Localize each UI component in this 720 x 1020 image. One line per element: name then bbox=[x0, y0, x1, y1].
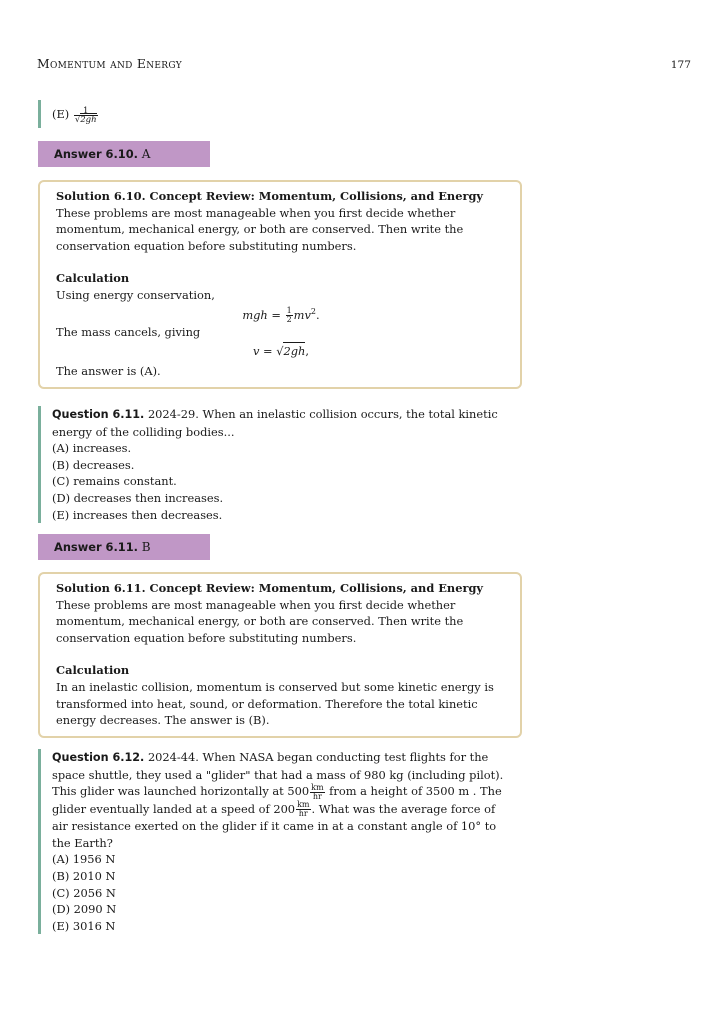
solution-6-11-box bbox=[38, 572, 522, 738]
equation-energy: mgh = $\frac{1}{2}$ $mv^2$. bbox=[242, 305, 320, 324]
fraction-denominator: 2 bbox=[286, 314, 292, 324]
question-text-a: 2024-44. When NASA began conducting test flights for the space shuttle, they used a "glider" that had a mass of 980 kg (including pilot). This glider was launched horizontally at 500 bbox=[52, 750, 504, 799]
equation-lhs: mgh bbox=[242, 307, 268, 322]
option-e: (E) increases then decreases. bbox=[52, 507, 223, 522]
page-number: 177 bbox=[670, 59, 691, 71]
running-header-title: Momentum and Energy bbox=[37, 56, 182, 71]
answer-label: Answer 6.11. bbox=[54, 540, 138, 554]
unit-numerator: km bbox=[297, 800, 310, 810]
fraction-numerator: 1 bbox=[74, 107, 98, 116]
option-label: (E) bbox=[52, 107, 70, 121]
fraction-denominator: √2gh bbox=[74, 114, 97, 125]
option-c: (C) 2056 N bbox=[52, 885, 116, 900]
option-a: (A) increases. bbox=[52, 441, 132, 456]
solution-title: Solution 6.11. Concept Review: Momentum, Collisions, and Energy bbox=[56, 581, 484, 595]
option-e: (E) 3016 N bbox=[52, 918, 116, 933]
unit-fraction bbox=[310, 784, 324, 801]
question-text: 2024-29. When an inelastic collision occurs, the total kinetic energy of the colliding bodies... bbox=[52, 407, 498, 439]
option-b: (B) 2010 N bbox=[52, 868, 116, 883]
solution-answer: The answer is (A). bbox=[56, 364, 161, 379]
question-6-11 bbox=[38, 406, 514, 523]
solution-line: Using energy conservation, bbox=[56, 287, 215, 302]
solution-intro: These problems are most manageable when you first decide whether momentum, mechanical energy, or both are conserved. Then write the conservation equation before substituting numbers. bbox=[56, 597, 464, 645]
answer-6-10-bar bbox=[38, 141, 210, 167]
question-text-b: from a height of 3500 m . The glider eventually landed at a speed of 200 bbox=[52, 784, 502, 816]
equation-rhs: mv bbox=[293, 307, 311, 322]
solution-body: In an inelastic collision, momentum is conserved but some kinetic energy is transformed into heat, sound, or deformation. Therefore the total kinetic energy decreases. The answer is (B). bbox=[56, 679, 494, 728]
calculation-heading: Calculation bbox=[56, 271, 130, 286]
calculation-heading: Calculation bbox=[56, 663, 130, 678]
question-label: Question 6.12. bbox=[52, 751, 145, 764]
unit-denominator: hr bbox=[298, 809, 308, 819]
half-fraction bbox=[286, 307, 293, 324]
solution-title: Solution 6.10. Concept Review: Momentum, Collisions, and Energy bbox=[56, 189, 484, 203]
answer-label: Answer 6.10. bbox=[54, 147, 138, 161]
fraction bbox=[74, 107, 98, 124]
unit-numerator: km bbox=[311, 782, 324, 792]
solution-intro: These problems are most manageable when you first decide whether momentum, mechanical energy, or both are conserved. Then write the conservation equation before substituting numbers. bbox=[56, 205, 464, 253]
unit-denominator: hr bbox=[312, 791, 322, 801]
option-b: (B) decreases. bbox=[52, 457, 135, 472]
radicand: 2gh bbox=[80, 114, 97, 125]
question-text-c: . What was the average force of air resistance exerted on the glider if it came in at a constant angle of 10° to the Earth? bbox=[52, 801, 497, 850]
fraction-numerator: 1 bbox=[286, 305, 292, 315]
option-d: (D) decreases then increases. bbox=[52, 490, 224, 505]
option-c: (C) remains constant. bbox=[52, 474, 177, 489]
question-label: Question 6.11. bbox=[52, 408, 145, 421]
solution-6-10-box bbox=[38, 180, 522, 389]
answer-value: A bbox=[141, 147, 151, 161]
equation-velocity: v = √2gh, bbox=[253, 344, 309, 359]
question-6-10-tail bbox=[38, 100, 514, 128]
answer-6-11-bar bbox=[38, 534, 210, 560]
answer-value: B bbox=[141, 540, 151, 554]
equation-lhs: v bbox=[253, 344, 260, 359]
option-d: (D) 2090 N bbox=[52, 902, 117, 917]
solution-line: The mass cancels, giving bbox=[56, 324, 201, 339]
unit-fraction bbox=[296, 801, 310, 818]
radicand: 2gh bbox=[283, 344, 306, 359]
question-6-12 bbox=[38, 749, 514, 934]
option-a: (A) 1956 N bbox=[52, 852, 116, 867]
